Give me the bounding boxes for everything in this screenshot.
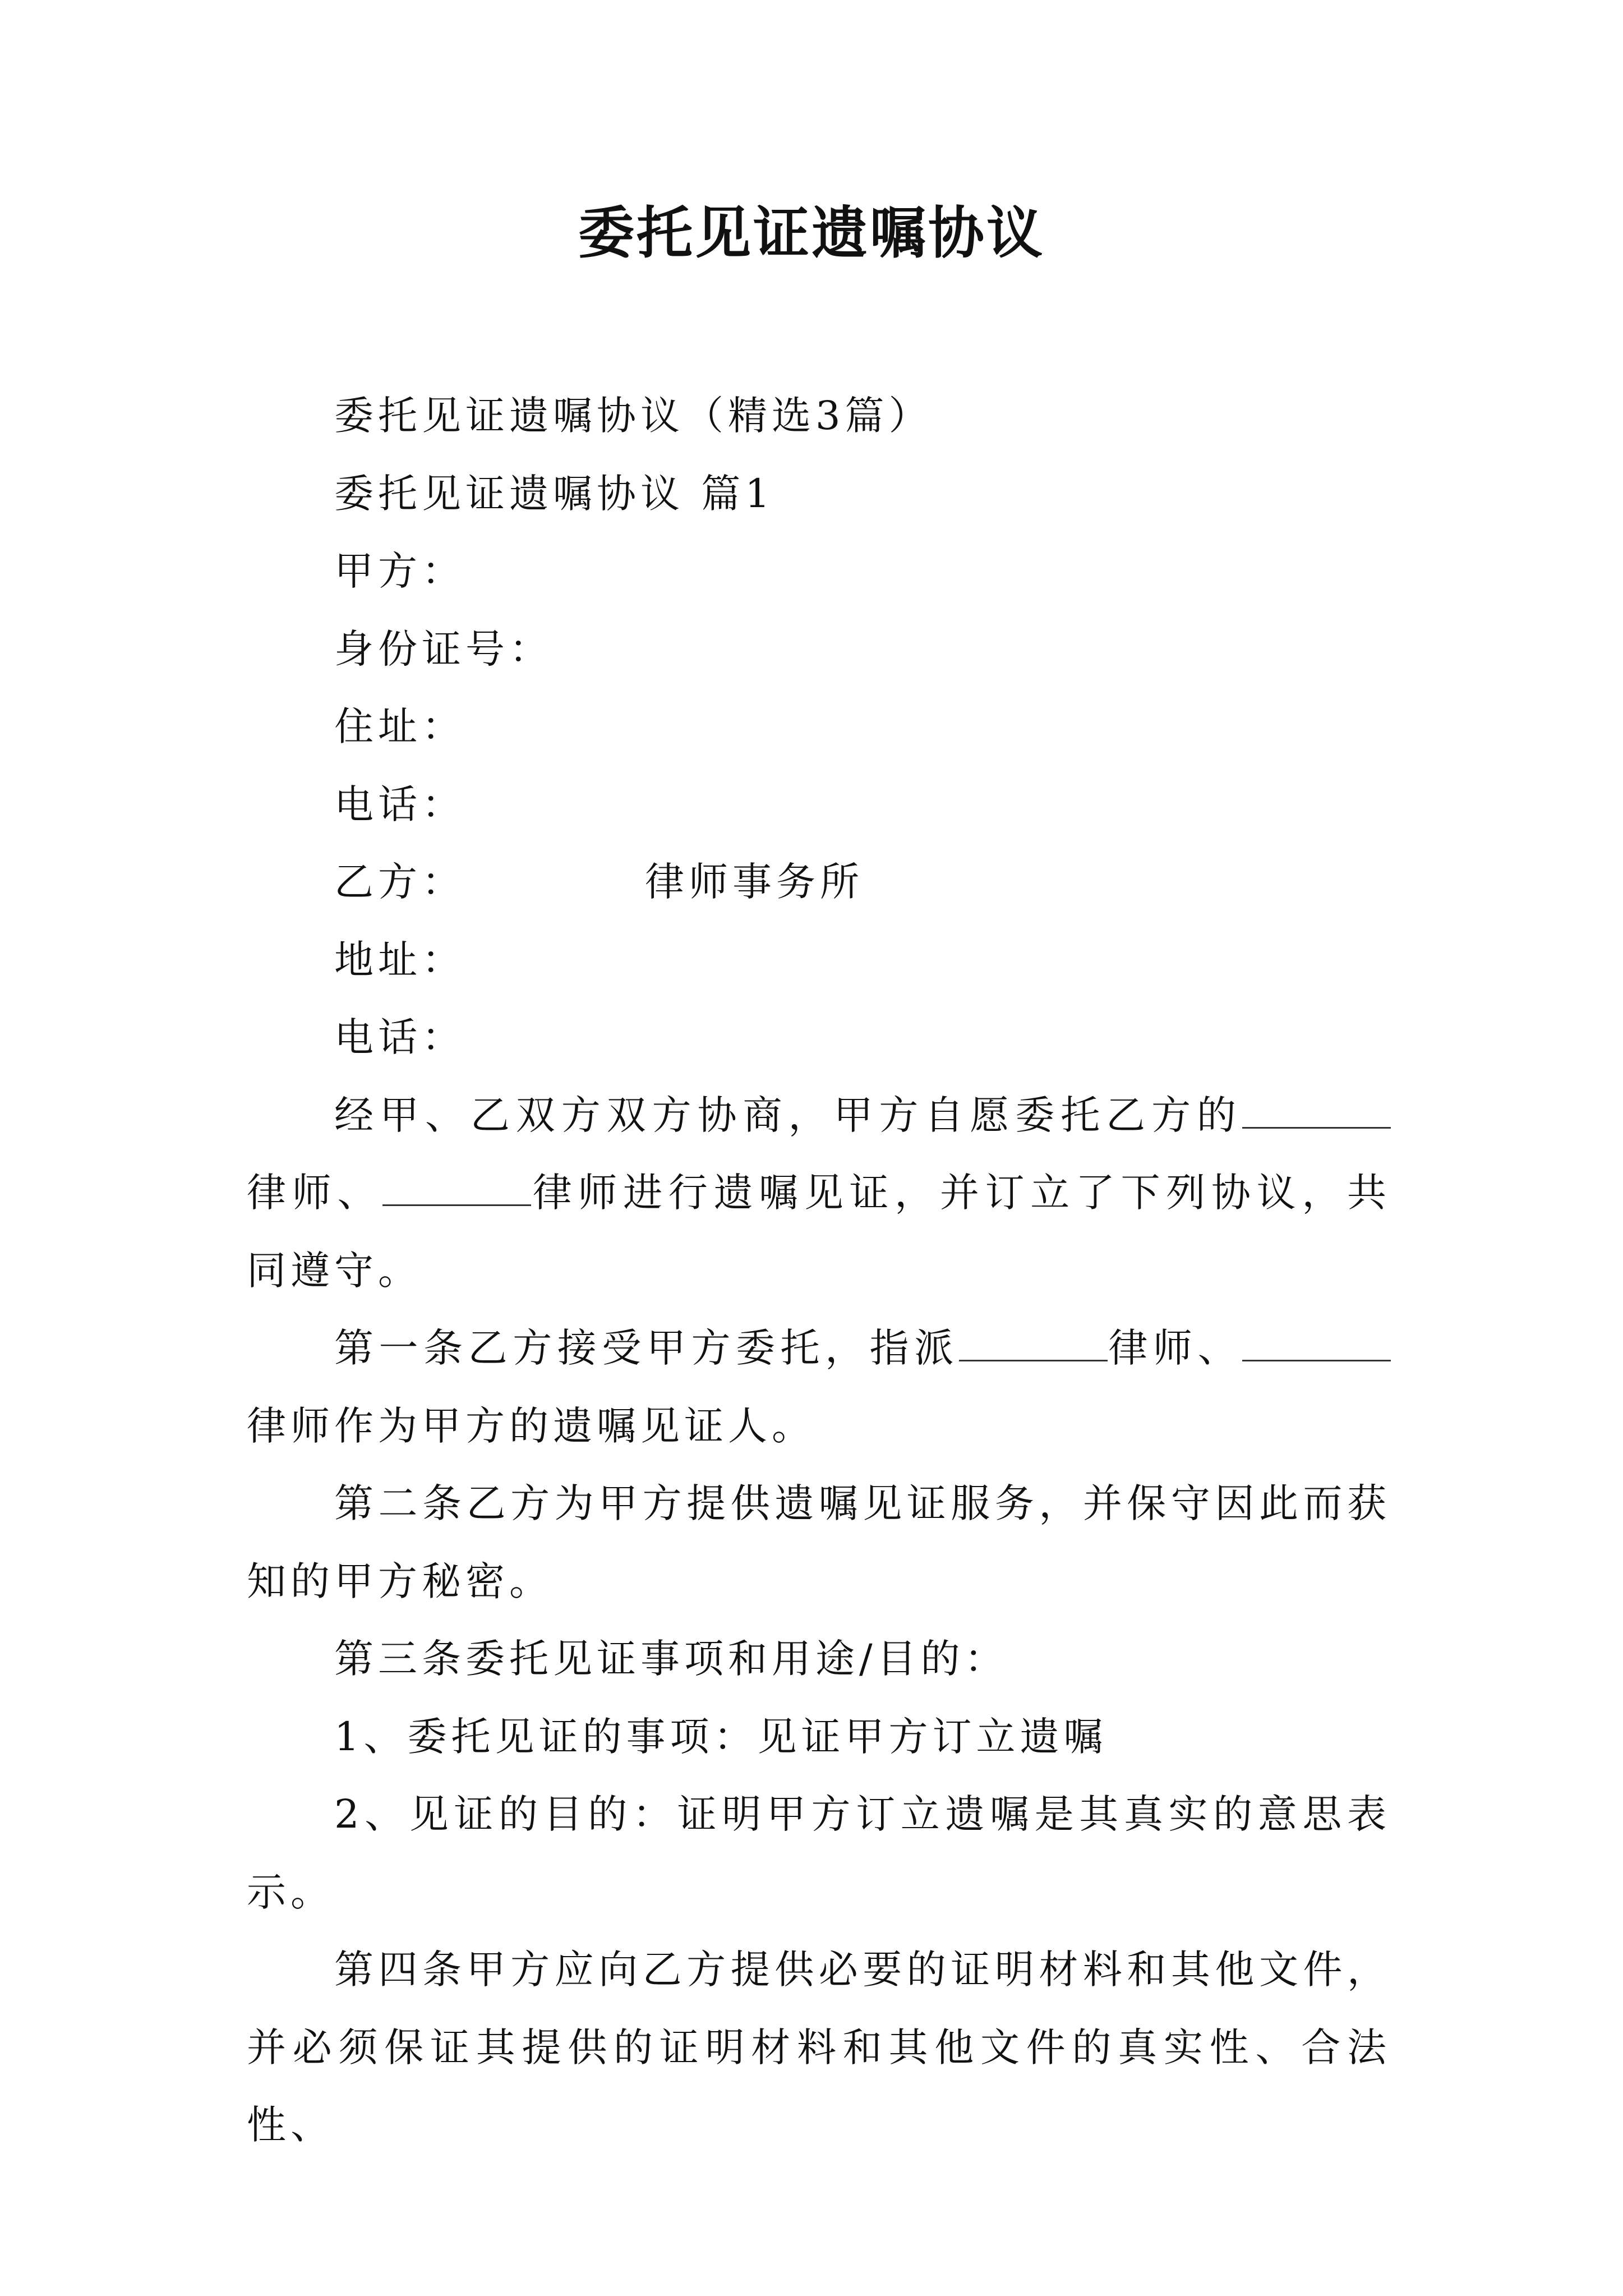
article-2-paragraph: 第二条乙方为甲方提供遗嘱见证服务，并保守因此而获知的甲方秘密。 bbox=[247, 1480, 1391, 1604]
article-1-text-c: 律师作为甲方的遗嘱见证人。 bbox=[247, 1402, 815, 1449]
blank-underline bbox=[959, 1360, 1108, 1361]
intro-text-b: 律师、 bbox=[247, 1170, 383, 1216]
article-1-text-b: 律师、 bbox=[1107, 1325, 1243, 1371]
phone-a-label: 电话： bbox=[334, 781, 465, 827]
intro-paragraph bbox=[247, 1076, 1391, 1310]
article-1-paragraph bbox=[247, 1309, 1391, 1465]
article-1-text-a: 第一条乙方接受甲方委托，指派 bbox=[334, 1325, 959, 1371]
subtitle-line: 委托见证遗嘱协议（精选3篇） bbox=[334, 393, 933, 439]
phone-b-label: 电话： bbox=[334, 1014, 465, 1060]
address-label: 地址： bbox=[334, 936, 465, 983]
blank-underline bbox=[1242, 1360, 1391, 1361]
document-body bbox=[247, 377, 1391, 2164]
residence-label: 住址： bbox=[334, 703, 465, 749]
party-b-line bbox=[247, 843, 1391, 921]
blank-underline bbox=[382, 1204, 531, 1206]
document-title: 委托见证遗嘱协议 bbox=[578, 200, 1045, 266]
article-3-item-2: 2、见证的目的：证明甲方订立遗嘱是其真实的意思表示。 bbox=[247, 1791, 1391, 1915]
id-number-label: 身份证号： bbox=[334, 625, 553, 672]
part-heading: 委托见证遗嘱协议 篇1 bbox=[334, 470, 774, 517]
intro-text-c: 律师进行遗嘱见证，并订立了下列协议，共同遵守。 bbox=[247, 1170, 1391, 1294]
article-4-paragraph: 第四条甲方应向乙方提供必要的证明材料和其他文件，并必须保证其提供的证明材料和其他文件的真实性、合法性、 bbox=[247, 1947, 1391, 2148]
law-firm-label: 律师事务所 bbox=[645, 859, 864, 905]
article-3-item-1: 1、委托见证的事项：见证甲方订立遗嘱 bbox=[334, 1713, 1108, 1760]
party-b-label: 乙方： bbox=[334, 859, 465, 905]
blank-underline bbox=[1242, 1127, 1391, 1129]
intro-text-a: 经甲、乙双方双方协商，甲方自愿委托乙方的 bbox=[334, 1092, 1242, 1138]
article-3-paragraph: 第三条委托见证事项和用途/目的： bbox=[334, 1636, 1008, 1682]
party-a-label: 甲方： bbox=[334, 548, 465, 594]
